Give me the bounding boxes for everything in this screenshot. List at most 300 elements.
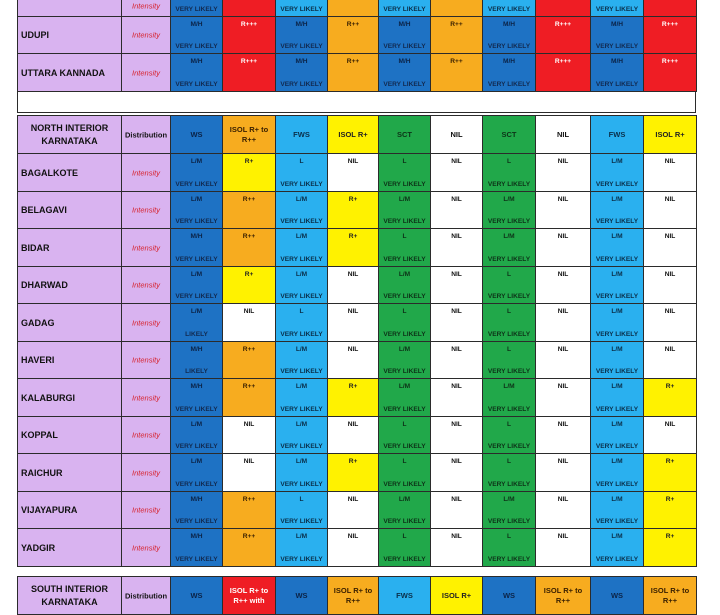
- forecast-value: NIL: [243, 458, 255, 465]
- forecast-value: L/M: [503, 496, 515, 503]
- forecast-cell: [535, 0, 591, 17]
- forecast-cell: [482, 303, 536, 342]
- forecast-cell: [327, 191, 379, 229]
- forecast-cell: [430, 378, 483, 417]
- forecast-value: L: [299, 158, 304, 165]
- forecast-cell: [275, 341, 328, 379]
- forecast-value: L: [402, 308, 407, 315]
- forecast-value: M/H: [398, 21, 411, 28]
- forecast-value: M/H: [398, 58, 411, 65]
- forecast-value: M/H: [610, 58, 624, 65]
- district-cell: [17, 0, 122, 17]
- forecast-cell: [327, 416, 379, 454]
- forecast-value: NIL: [451, 271, 462, 278]
- forecast-cell: [378, 303, 431, 342]
- forecast-value: L/M: [295, 533, 308, 540]
- forecast-value: R++: [242, 196, 256, 203]
- forecast-cell: [482, 266, 536, 304]
- forecast-cell: [378, 53, 431, 92]
- distribution-label-cell: [121, 115, 171, 154]
- forecast-cell: [482, 16, 536, 54]
- forecast-cell: [482, 228, 536, 267]
- forecast-cell: [275, 303, 328, 342]
- forecast-likelihood: VERY LIKELY: [383, 481, 426, 488]
- forecast-likelihood: VERY LIKELY: [595, 481, 639, 488]
- forecast-likelihood: VERY LIKELY: [280, 331, 323, 338]
- intensity-label: Intensity: [132, 280, 160, 290]
- forecast-value: NIL: [557, 308, 569, 315]
- forecast-cell: [482, 416, 536, 454]
- forecast-value: NIL: [347, 421, 359, 428]
- intensity-label: Intensity: [132, 505, 160, 515]
- forecast-cell: [535, 378, 591, 417]
- forecast-likelihood: VERY LIKELY: [280, 293, 323, 300]
- table-row: [0, 416, 720, 454]
- forecast-value: L/M: [295, 458, 308, 465]
- distribution-cell: [170, 115, 223, 154]
- forecast-likelihood: VERY LIKELY: [175, 293, 218, 300]
- forecast-likelihood: VERY LIKELY: [383, 256, 426, 263]
- forecast-value: L/M: [611, 346, 623, 353]
- distribution-cell: [327, 115, 379, 154]
- forecast-cell: [482, 53, 536, 92]
- row-label-cell: [121, 53, 171, 92]
- forecast-cell: [222, 341, 276, 379]
- forecast-cell: [170, 0, 223, 17]
- forecast-cell: [590, 453, 644, 492]
- forecast-cell: [170, 53, 223, 92]
- forecast-cell: [430, 528, 483, 567]
- district-name: HAVERI: [21, 355, 55, 365]
- district-cell: [17, 378, 122, 417]
- forecast-value: L/M: [295, 346, 308, 353]
- forecast-likelihood: VERY LIKELY: [383, 443, 426, 450]
- forecast-value: L/M: [398, 346, 411, 353]
- forecast-cell: [378, 416, 431, 454]
- forecast-likelihood: VERY LIKELY: [175, 256, 218, 263]
- forecast-cell: [327, 491, 379, 529]
- distribution-label: Distribution: [124, 591, 168, 600]
- forecast-cell: [482, 491, 536, 529]
- distribution-cell: [275, 576, 328, 615]
- forecast-value: M/H: [190, 58, 203, 65]
- forecast-cell: [590, 53, 644, 92]
- intensity-label: Intensity: [132, 243, 160, 252]
- distribution-cell: [535, 576, 591, 615]
- forecast-likelihood: VERY LIKELY: [280, 556, 323, 563]
- table-row: [0, 266, 720, 304]
- forecast-cell: [222, 453, 276, 492]
- forecast-likelihood: VERY LIKELY: [175, 81, 218, 88]
- forecast-value: R+: [348, 383, 358, 390]
- distribution-cell: [430, 115, 483, 154]
- forecast-likelihood: VERY LIKELY: [595, 43, 639, 50]
- table-row: [0, 378, 720, 417]
- forecast-cell: [378, 453, 431, 492]
- forecast-value: L/M: [398, 496, 411, 503]
- forecast-value: NIL: [451, 496, 462, 503]
- forecast-value: M/H: [295, 58, 308, 65]
- district-name: BIDAR: [21, 242, 50, 253]
- forecast-cell: [590, 341, 644, 379]
- intensity-label: Intensity: [132, 468, 160, 477]
- table-row: [0, 528, 720, 567]
- table-row: [0, 341, 720, 379]
- forecast-value: R+++: [661, 58, 679, 65]
- forecast-value: NIL: [243, 308, 255, 315]
- forecast-likelihood: VERY LIKELY: [595, 6, 639, 13]
- forecast-cell: [275, 16, 328, 54]
- forecast-likelihood: VERY LIKELY: [280, 518, 323, 525]
- forecast-cell: [590, 303, 644, 342]
- forecast-value: L/M: [503, 196, 515, 203]
- forecast-cell: [590, 528, 644, 567]
- forecast-likelihood: VERY LIKELY: [175, 518, 218, 525]
- forecast-value: R+: [244, 271, 254, 278]
- district-cell: [17, 16, 122, 54]
- district-cell: [17, 228, 122, 267]
- forecast-value: L/M: [503, 233, 515, 240]
- forecast-value: NIL: [557, 383, 569, 390]
- forecast-value: L: [506, 421, 512, 428]
- distribution-value: NIL: [450, 129, 463, 139]
- intensity-label: Intensity: [132, 1, 160, 10]
- forecast-value: L/M: [611, 383, 623, 390]
- forecast-cell: [430, 53, 483, 92]
- forecast-value: L/M: [190, 271, 203, 278]
- forecast-likelihood: VERY LIKELY: [487, 218, 531, 225]
- forecast-value: R+: [665, 383, 675, 390]
- forecast-cell: [327, 0, 379, 17]
- intensity-label: Intensity: [132, 68, 160, 77]
- forecast-value: NIL: [347, 271, 359, 278]
- forecast-cell: [590, 191, 644, 229]
- forecast-likelihood: VERY LIKELY: [383, 406, 426, 413]
- forecast-value: L: [506, 158, 512, 165]
- forecast-likelihood: VERY LIKELY: [595, 518, 639, 525]
- forecast-value: NIL: [664, 271, 676, 278]
- forecast-cell: [275, 53, 328, 92]
- forecast-cell: [643, 378, 697, 417]
- forecast-cell: [222, 228, 276, 267]
- forecast-cell: [430, 191, 483, 229]
- forecast-value: M/H: [610, 21, 624, 28]
- distribution-value: ISOL R+ to R++ with: [229, 585, 269, 605]
- forecast-cell: [327, 228, 379, 267]
- forecast-value: NIL: [557, 458, 569, 465]
- forecast-cell: [643, 528, 697, 567]
- forecast-cell: [590, 266, 644, 304]
- forecast-value: R+: [348, 233, 358, 240]
- forecast-value: NIL: [451, 383, 462, 390]
- forecast-cell: [430, 0, 483, 17]
- forecast-cell: [430, 228, 483, 267]
- row-label-cell: [121, 228, 171, 267]
- district-name: UDUPI: [21, 30, 50, 40]
- intensity-label: Intensity: [132, 430, 160, 440]
- forecast-likelihood: VERY LIKELY: [487, 368, 531, 375]
- row-label-cell: [121, 416, 171, 454]
- forecast-likelihood: VERY LIKELY: [175, 181, 218, 188]
- forecast-value: R+: [348, 196, 358, 203]
- forecast-value: L/M: [295, 383, 308, 390]
- forecast-value: M/H: [502, 58, 516, 65]
- forecast-value: R++: [346, 21, 360, 28]
- forecast-likelihood: VERY LIKELY: [175, 443, 218, 450]
- forecast-value: R++: [242, 496, 256, 503]
- distribution-label: Distribution: [124, 130, 168, 139]
- forecast-value: R+: [665, 496, 675, 503]
- forecast-likelihood: VERY LIKELY: [280, 6, 323, 13]
- row-label-cell: [121, 453, 171, 492]
- forecast-cell: [275, 266, 328, 304]
- forecast-value: R+++: [240, 21, 258, 28]
- forecast-likelihood: VERY LIKELY: [175, 43, 218, 50]
- forecast-cell: [535, 153, 591, 192]
- forecast-likelihood: VERY LIKELY: [383, 293, 426, 300]
- forecast-cell: [327, 303, 379, 342]
- distribution-cell: [378, 576, 431, 615]
- forecast-value: R++: [450, 58, 463, 65]
- district-cell: [17, 191, 122, 229]
- forecast-cell: [378, 153, 431, 192]
- district-cell: [17, 416, 122, 454]
- forecast-cell: [222, 491, 276, 529]
- forecast-cell: [535, 191, 591, 229]
- forecast-likelihood: VERY LIKELY: [383, 81, 426, 88]
- forecast-likelihood: VERY LIKELY: [487, 293, 531, 300]
- distribution-cell: [275, 115, 328, 154]
- distribution-value: FWS: [293, 129, 310, 139]
- forecast-cell: [430, 453, 483, 492]
- forecast-likelihood: VERY LIKELY: [487, 43, 531, 50]
- table-row: [0, 153, 720, 192]
- table-row: [0, 53, 720, 92]
- distribution-value: NIL: [556, 129, 570, 139]
- forecast-cell: [327, 341, 379, 379]
- forecast-likelihood: VERY LIKELY: [595, 443, 639, 450]
- forecast-cell: [535, 453, 591, 492]
- table-row: [0, 491, 720, 529]
- distribution-value: FWS: [396, 590, 413, 600]
- forecast-likelihood: VERY LIKELY: [487, 556, 531, 563]
- forecast-cell: [643, 0, 697, 17]
- forecast-value: L/M: [190, 196, 203, 203]
- forecast-cell: [430, 341, 483, 379]
- forecast-value: NIL: [664, 158, 676, 165]
- forecast-value: L: [299, 496, 304, 503]
- forecast-likelihood: VERY LIKELY: [280, 218, 323, 225]
- forecast-value: L/M: [295, 271, 308, 278]
- forecast-likelihood: VERY LIKELY: [280, 256, 323, 263]
- table-row: [0, 0, 720, 17]
- forecast-likelihood: VERY LIKELY: [595, 368, 639, 375]
- forecast-cell: [590, 153, 644, 192]
- forecast-cell: [275, 491, 328, 529]
- forecast-cell: [222, 378, 276, 417]
- forecast-value: M/H: [190, 21, 203, 28]
- forecast-cell: [222, 53, 276, 92]
- forecast-cell: [222, 266, 276, 304]
- forecast-likelihood: VERY LIKELY: [280, 481, 323, 488]
- forecast-cell: [535, 528, 591, 567]
- forecast-cell: [643, 53, 697, 92]
- forecast-value: M/H: [190, 233, 203, 240]
- intensity-label: Intensity: [132, 543, 160, 552]
- forecast-likelihood: VERY LIKELY: [175, 218, 218, 225]
- forecast-likelihood: VERY LIKELY: [487, 518, 531, 525]
- forecast-value: R+++: [661, 21, 679, 28]
- forecast-cell: [590, 16, 644, 54]
- forecast-value: NIL: [664, 196, 676, 203]
- forecast-cell: [643, 266, 697, 304]
- forecast-likelihood: VERY LIKELY: [595, 256, 639, 263]
- row-label-cell: [121, 266, 171, 304]
- forecast-likelihood: LIKELY: [185, 331, 208, 338]
- forecast-value: NIL: [451, 233, 462, 240]
- forecast-likelihood: VERY LIKELY: [595, 218, 639, 225]
- forecast-value: NIL: [557, 196, 569, 203]
- district-name: RAICHUR: [21, 467, 63, 478]
- forecast-cell: [378, 491, 431, 529]
- forecast-value: L: [402, 158, 407, 165]
- distribution-cell: [378, 115, 431, 154]
- forecast-likelihood: VERY LIKELY: [175, 6, 218, 13]
- forecast-value: NIL: [451, 421, 462, 428]
- forecast-value: NIL: [557, 496, 569, 503]
- row-label-cell: [121, 303, 171, 342]
- forecast-cell: [643, 153, 697, 192]
- forecast-cell: [482, 528, 536, 567]
- forecast-likelihood: VERY LIKELY: [280, 406, 323, 413]
- forecast-likelihood: VERY LIKELY: [487, 406, 531, 413]
- forecast-value: L/M: [611, 158, 623, 165]
- row-label-cell: [121, 528, 171, 567]
- distribution-value: WS: [610, 590, 624, 600]
- forecast-cell: [643, 341, 697, 379]
- forecast-likelihood: VERY LIKELY: [383, 556, 426, 563]
- forecast-value: NIL: [664, 233, 676, 240]
- forecast-value: L: [506, 271, 512, 278]
- intensity-label: Intensity: [132, 168, 160, 177]
- forecast-cell: [327, 53, 379, 92]
- subdivision-name: NORTH INTERIOR KARNATAKA: [30, 122, 109, 146]
- distribution-cell: [643, 115, 697, 154]
- forecast-value: L: [402, 458, 407, 465]
- forecast-value: NIL: [664, 421, 676, 428]
- forecast-cell: [482, 453, 536, 492]
- intensity-label: Intensity: [132, 318, 160, 327]
- forecast-cell: [327, 16, 379, 54]
- table-row: [0, 303, 720, 342]
- table-row: [0, 453, 720, 492]
- forecast-likelihood: VERY LIKELY: [487, 481, 531, 488]
- forecast-cell: [535, 228, 591, 267]
- forecast-cell: [170, 528, 223, 567]
- forecast-value: L: [402, 421, 407, 428]
- forecast-likelihood: VERY LIKELY: [595, 406, 639, 413]
- intensity-label: Intensity: [132, 393, 160, 402]
- forecast-value: NIL: [557, 421, 569, 428]
- forecast-value: NIL: [451, 158, 462, 165]
- distribution-value: ISOL R+: [441, 590, 472, 600]
- district-name: KOPPAL: [21, 430, 58, 440]
- district-name: YADGIR: [21, 542, 56, 553]
- forecast-value: L: [506, 346, 512, 353]
- forecast-cell: [378, 228, 431, 267]
- distribution-value: ISOL R+ to R++: [229, 124, 269, 144]
- forecast-cell: [482, 153, 536, 192]
- forecast-value: L: [402, 533, 407, 540]
- subdivision-name-cell: [17, 576, 122, 615]
- forecast-cell: [482, 378, 536, 417]
- row-label-cell: [121, 378, 171, 417]
- forecast-likelihood: VERY LIKELY: [175, 406, 218, 413]
- forecast-likelihood: VERY LIKELY: [487, 331, 531, 338]
- row-label-cell: [121, 191, 171, 229]
- forecast-cell: [275, 0, 328, 17]
- forecast-cell: [378, 191, 431, 229]
- forecast-cell: [430, 491, 483, 529]
- distribution-cell: [430, 576, 483, 615]
- forecast-cell: [170, 266, 223, 304]
- district-name: BAGALKOTE: [21, 167, 78, 178]
- distribution-cell: [482, 576, 536, 615]
- forecast-cell: [275, 228, 328, 267]
- district-cell: [17, 303, 122, 342]
- forecast-cell: [170, 228, 223, 267]
- forecast-cell: [170, 416, 223, 454]
- subdivision-name: SOUTH INTERIOR KARNATAKA: [30, 583, 108, 607]
- forecast-cell: [222, 153, 276, 192]
- forecast-likelihood: LIKELY: [185, 368, 208, 375]
- forecast-cell: [327, 453, 379, 492]
- forecast-likelihood: VERY LIKELY: [487, 181, 531, 188]
- forecast-cell: [170, 491, 223, 529]
- row-label-cell: [121, 153, 171, 192]
- forecast-likelihood: VERY LIKELY: [383, 181, 426, 188]
- forecast-value: M/H: [190, 496, 203, 503]
- district-name: GADAG: [21, 317, 55, 328]
- forecast-value: M/H: [502, 21, 516, 28]
- forecast-likelihood: VERY LIKELY: [280, 43, 323, 50]
- forecast-likelihood: VERY LIKELY: [280, 443, 323, 450]
- forecast-likelihood: VERY LIKELY: [595, 81, 639, 88]
- section-spacer: [17, 91, 696, 113]
- table-row: [0, 191, 720, 229]
- forecast-cell: [643, 491, 697, 529]
- forecast-value: L/M: [190, 458, 203, 465]
- forecast-cell: [170, 341, 223, 379]
- forecast-value: R+: [348, 458, 358, 465]
- forecast-likelihood: VERY LIKELY: [487, 256, 531, 263]
- forecast-value: L/M: [295, 233, 308, 240]
- forecast-cell: [430, 266, 483, 304]
- forecast-likelihood: VERY LIKELY: [595, 293, 639, 300]
- forecast-cell: [378, 0, 431, 17]
- forecast-cell: [170, 378, 223, 417]
- forecast-value: NIL: [664, 346, 676, 353]
- forecast-cell: [222, 0, 276, 17]
- forecast-value: R+: [665, 458, 675, 465]
- forecast-cell: [482, 0, 536, 17]
- forecast-value: R++: [346, 58, 360, 65]
- distribution-value: WS: [502, 590, 516, 600]
- subdivision-header-row: [0, 115, 720, 154]
- forecast-value: L/M: [398, 383, 411, 390]
- forecast-cell: [275, 528, 328, 567]
- forecast-value: NIL: [557, 346, 569, 353]
